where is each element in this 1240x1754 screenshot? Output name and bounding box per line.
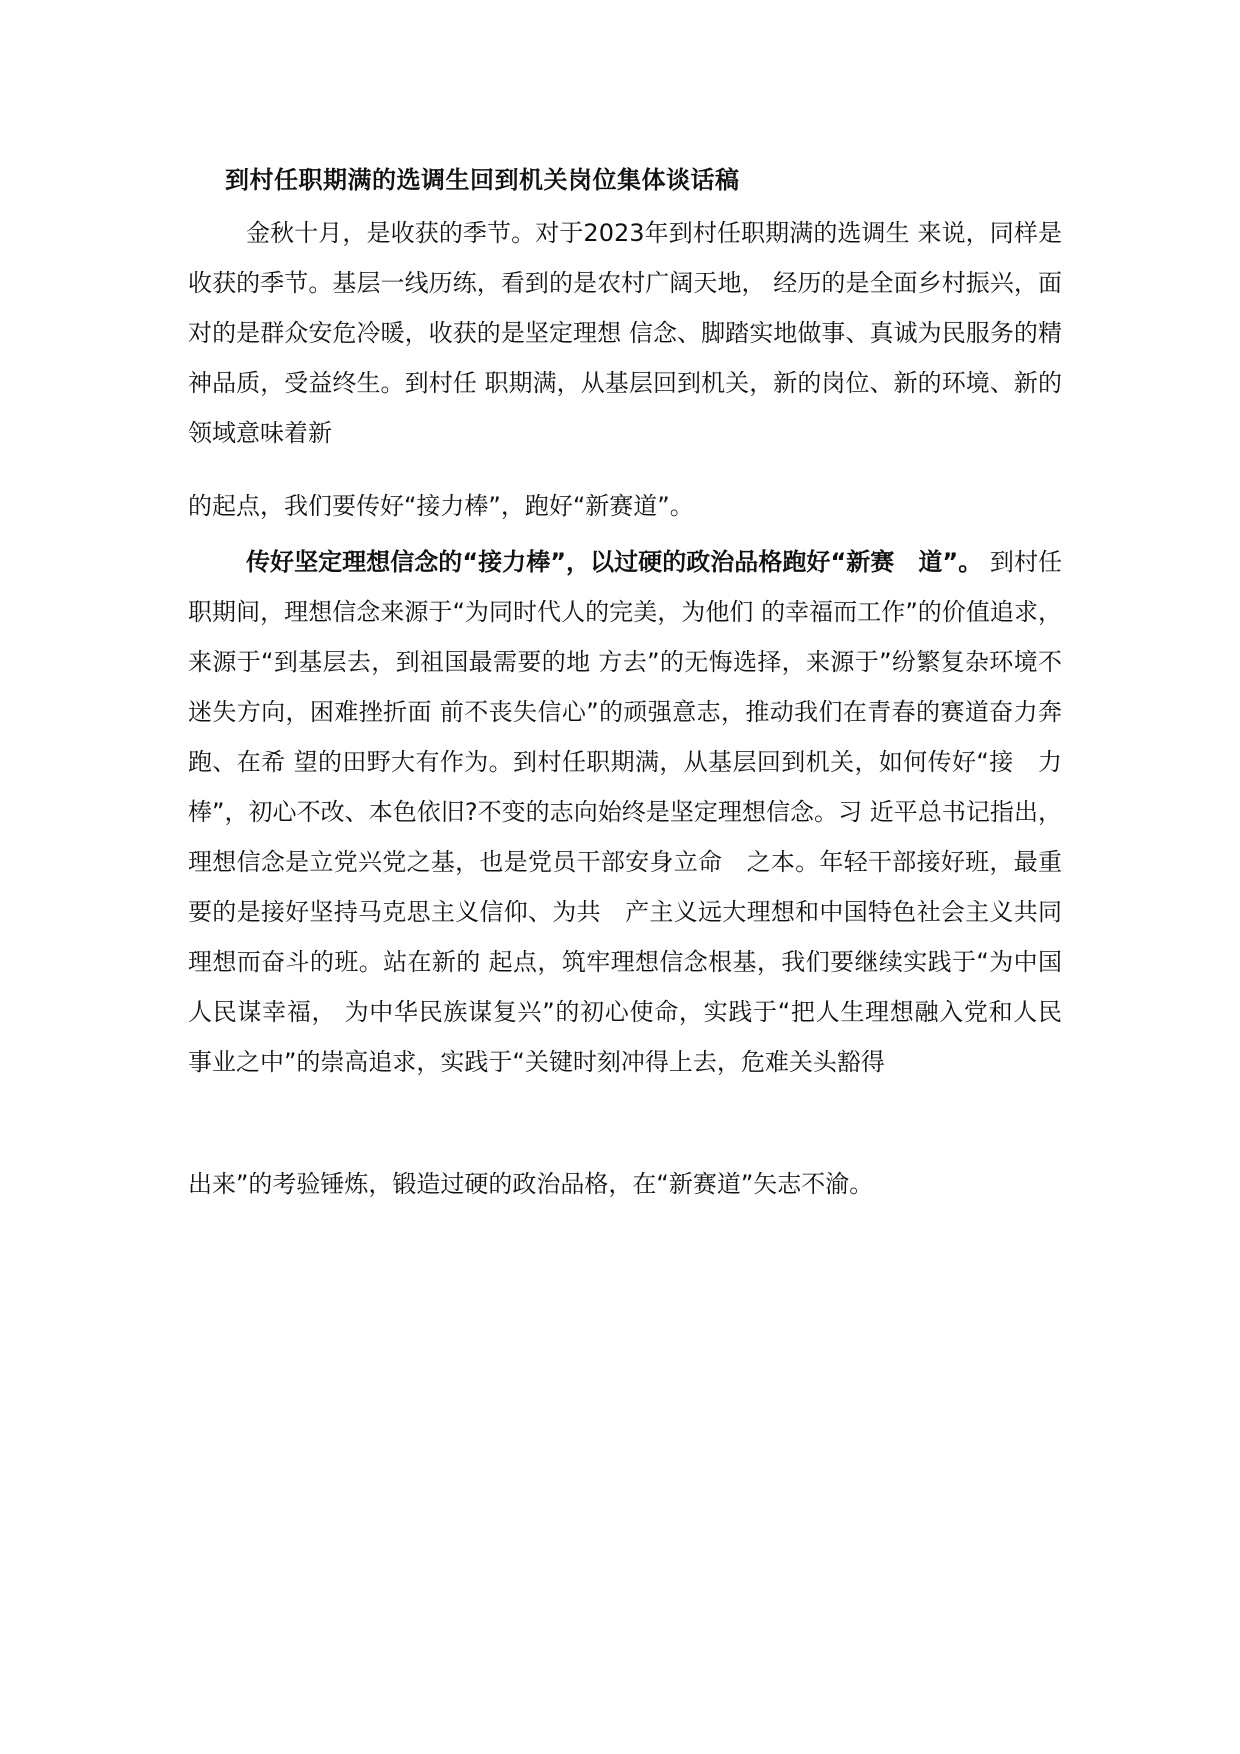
section-heading-bold: 传好坚定理想信念的“接力棒”，以过硬的政治品格跑好“新赛 道”。 [246, 548, 983, 576]
paragraph-intro: 金秋十月，是收获的季节。对于2023年到村任职期满的选调生 来说，同样是收获的季节。基层一线历练，看到的是农村广阔天地， 经历的是全面乡村振兴，面对的是群众安危冷暖，收获的是坚定理想 信念、脚踏实地做事、真诚为民服务的精神品质，受益终生。到村任 职期满，从基层回到机关，新的岗位、新的环境、新的领域意味着新 [188, 219, 1062, 447]
document-title: 到村任职期满的选调生回到机关岗位集体谈话稿 [225, 166, 740, 194]
paragraph-section-one-continued: 出来”的考验锤炼，锻造过硬的政治品格，在“新赛道”矢志不渝。 [188, 1170, 874, 1198]
paragraph-section-one [188, 537, 1062, 1087]
paragraph-intro-continued: 的起点，我们要传好“接力棒”，跑好“新赛道”。 [188, 492, 694, 520]
section-body: 到村任职期间，理想信念来源于“为同时代人的完美，为他们 的幸福而工作”的价值追求，来源于“到基层去，到祖国最需要的地 方去”的无悔选择，来源于”纷繁复杂环境不迷失方向，困难挫折面 前不丧失信心”的顽强意志，推动我们在青春的赛道奋力奔跑、在希 望的田野大有作为。到村任职期满，从基层回到机关，如何传好“接 力棒”，初心不改、本色依旧?不变的志向始终是坚定理想信念。习 近平总书记指出，理想信念是立党兴党之基，也是党员干部安身立命 之本。年轻干部接好班，最重要的是接好坚持马克思主义信仰、为共 产主义远大理想和中国特色社会主义共同理想而奋斗的班。站在新的 起点，筑牢理想信念根基，我们要继续实践于“为中国人民谋幸福， 为中华民族谋复兴”的初心使命，实践于“把人生理想融入党和人民 事业之中”的崇高追求，实践于“关键时刻冲得上去，危难关头豁得 [188, 548, 1062, 1076]
